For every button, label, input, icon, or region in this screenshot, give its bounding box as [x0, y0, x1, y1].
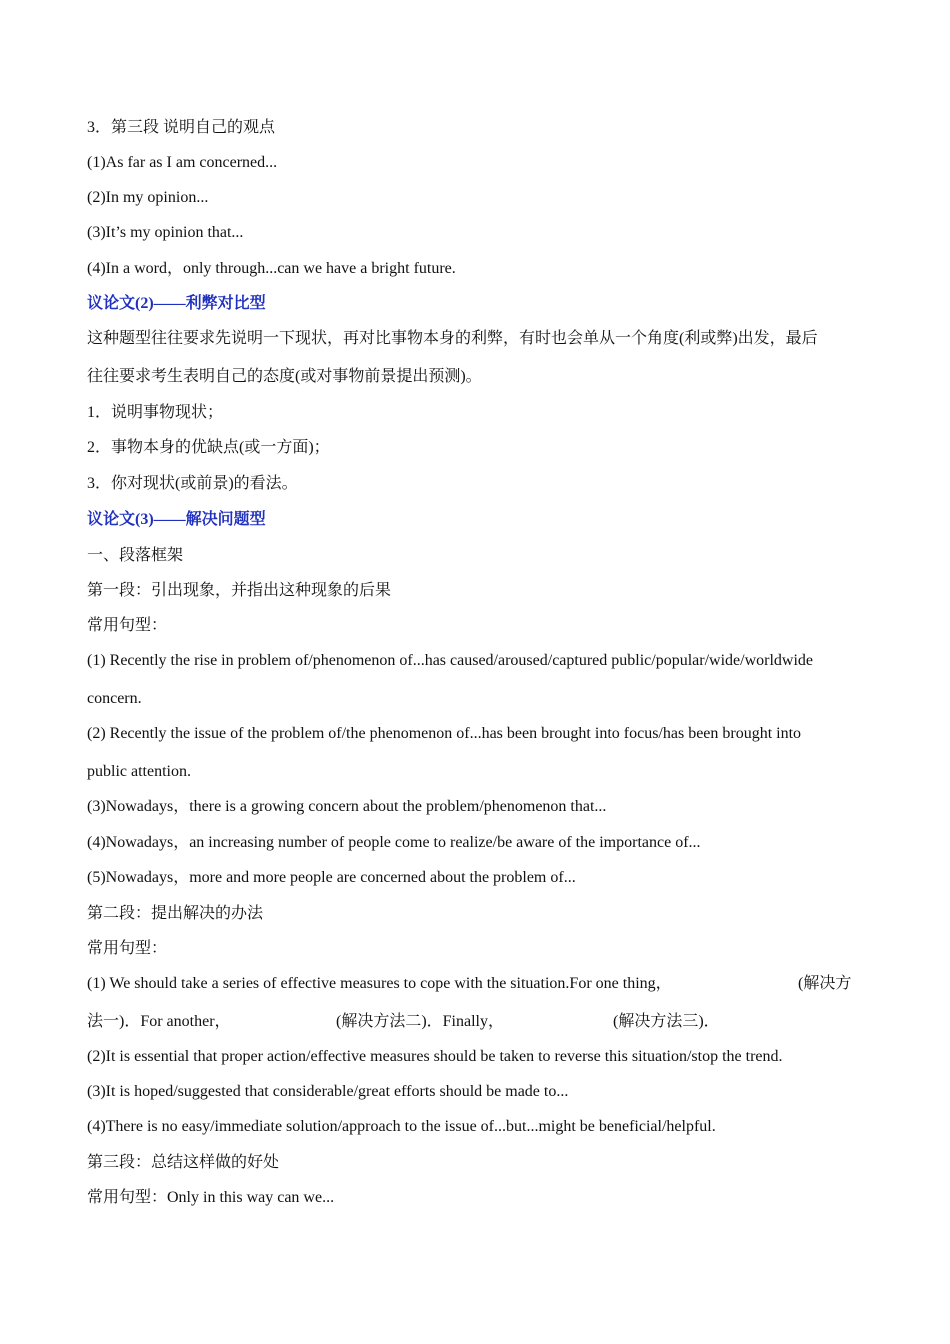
- section-3-title: 3．第三段 说明自己的观点: [87, 119, 276, 136]
- conclusion-pattern: 常用句型：Only in this way can we...: [87, 1189, 335, 1206]
- phrase-4: (4)In a word，only through...can we have a bright future.: [87, 260, 456, 277]
- pattern-2-line-2: public attention.: [87, 763, 191, 780]
- description-line-1: [87, 329, 858, 349]
- pattern-1-line-1: (1) Recently the rise in problem of/phenomenon of...has caused/aroused/captured public/popular/wide/worldwide: [87, 652, 814, 669]
- solution-pattern-2: (2)It is essential that proper action/effective measures should be taken to reverse this situation/stop the trend.: [87, 1048, 783, 1065]
- phrase-1: (1)As far as I am concerned...: [87, 154, 278, 171]
- paragraph-1-title: 第一段：引出现象，并指出这种现象的后果: [87, 582, 392, 599]
- solution-pattern-3: (3)It is hoped/suggested that considerable/great efforts should be made to...: [87, 1083, 569, 1100]
- pattern-1-line-2: concern.: [87, 690, 142, 707]
- pattern-3: (3)Nowadays，there is a growing concern about the problem/phenomenon that...: [87, 798, 607, 815]
- description-line-2: 往往要求考生表明自己的态度(或对事物前景提出预测)。: [87, 368, 482, 385]
- solution-pattern-1-line-2a: 法一)．For another，: [87, 1013, 231, 1030]
- solution-method-3-fill: (解决方法三)．: [613, 1013, 720, 1030]
- outline-item-1: 1．说明事物现状；: [87, 404, 224, 421]
- phrase-3: (3)It’s my opinion that...: [87, 224, 244, 241]
- solution-pattern-4: (4)There is no easy/immediate solution/approach to the issue of...but...might be beneficial/helpful.: [87, 1118, 716, 1135]
- heading-pros-cons: 议论文(2)——利弊对比型: [87, 295, 266, 312]
- sentence-patterns-label-1: 常用句型：: [87, 617, 168, 634]
- pattern-2-line-1: (2) Recently the issue of the problem of/the phenomenon of...has been brought into focus/has been brought into: [87, 725, 802, 742]
- paragraph-3-title: 第三段：总结这样做的好处: [87, 1154, 280, 1171]
- solution-pattern-1-line-1: (1) We should take a series of effective measures to cope with the situation.For one thing，: [87, 975, 672, 992]
- phrase-2: (2)In my opinion...: [87, 189, 209, 206]
- description-text: 这种题型往往要求先说明一下现状，再对比事物本身的利弊，有时也会单从一个角度(利或弊)出发，最后: [87, 330, 818, 347]
- paragraph-framework-title: 一、段落框架: [87, 547, 184, 564]
- pattern-4: (4)Nowadays，an increasing number of people come to realize/be aware of the importance of...: [87, 834, 701, 851]
- solution-method-2-fill: (解决方法二)．Finally，: [336, 1013, 504, 1030]
- heading-problem-solving: 议论文(3)——解决问题型: [87, 511, 266, 528]
- outline-item-2: 2．事物本身的优缺点(或一方面)；: [87, 439, 330, 456]
- sentence-patterns-label-2: 常用句型：: [87, 940, 168, 957]
- outline-item-3: 3．你对现状(或前景)的看法。: [87, 475, 298, 492]
- solution-method-1-fill: (解决方: [798, 975, 852, 992]
- paragraph-2-title: 第二段：提出解决的办法: [87, 905, 264, 922]
- pattern-5: (5)Nowadays，more and more people are concerned about the problem of...: [87, 869, 576, 886]
